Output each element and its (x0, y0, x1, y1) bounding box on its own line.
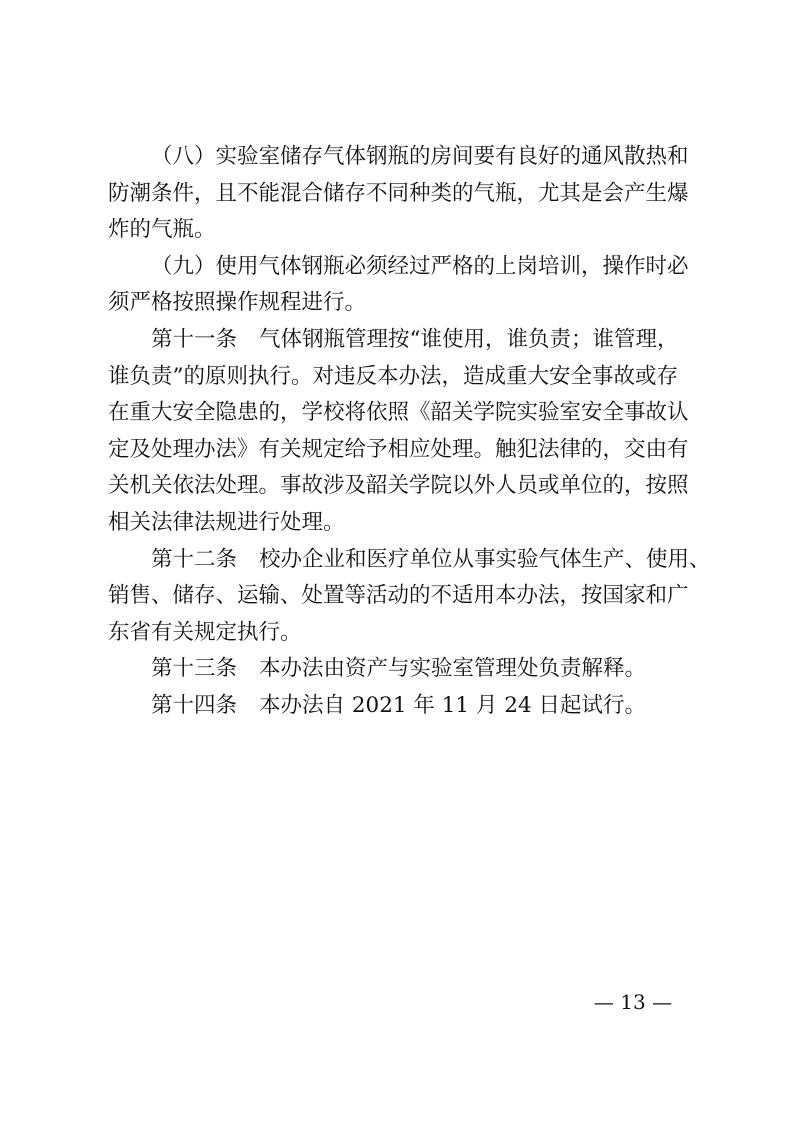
text-line: 关机关依法处理。事故涉及韶关学院以外人员或单位的，按照 (108, 473, 689, 499)
page-number: — 13 — (593, 990, 673, 1014)
article-14-first-line (108, 688, 692, 725)
article-12-first-line (108, 542, 711, 579)
article-12-label: 第十二条 (151, 546, 238, 572)
article-11-paragraph (108, 322, 692, 542)
item-8-paragraph (108, 139, 692, 249)
text-line: 防潮条件，且不能混合储存不同种类的气瓶，尤其是会产生爆 (108, 180, 689, 206)
article-11-label: 第十一条 (151, 326, 238, 352)
text-line: 气体钢瓶管理按“谁使用，谁负责；谁管理， (259, 326, 679, 352)
text-line: 东省有关规定执行。 (108, 619, 302, 645)
text-line: （八）实验室储存气体钢瓶的房间要有良好的通风散热和 (151, 144, 689, 169)
article-13-label: 第十三条 (151, 656, 238, 682)
article-14-paragraph (108, 688, 692, 725)
text-line: 须严格按照操作规程进行。 (108, 290, 367, 316)
text-line: （九）使用气体钢瓶必须经过严格的上岗培训，操作时必 (151, 253, 689, 279)
item-9-paragraph (108, 249, 692, 322)
article-14-label: 第十四条 (151, 692, 238, 718)
text-line: 本办法自 2021 年 11 月 24 日起试行。 (259, 692, 646, 718)
text-line: 相关法律法规进行处理。 (108, 509, 345, 535)
article-12-paragraph (108, 542, 711, 652)
text-line: 谁负责”的原则执行。对违反本办法，造成重大安全事故或存 (108, 363, 678, 389)
article-11-first-line (108, 322, 692, 359)
text-line: 在重大安全隐患的，学校将依照《韶关学院实验室安全事故认 (108, 400, 689, 426)
text-line: 校办企业和医疗单位从事实验气体生产、使用、 (259, 546, 711, 572)
text-line: 销售、储存、运输、处置等活动的不适用本办法，按国家和广 (108, 583, 689, 609)
text-line: 炸的气瓶。 (108, 217, 216, 243)
article-13-paragraph (108, 651, 692, 688)
text-line: 定及处理办法》有关规定给予相应处理。触犯法律的，交由有 (108, 436, 689, 462)
text-line: 本办法由资产与实验室管理处负责解释。 (259, 656, 647, 682)
document-body (108, 139, 711, 725)
article-13-first-line (108, 651, 692, 688)
